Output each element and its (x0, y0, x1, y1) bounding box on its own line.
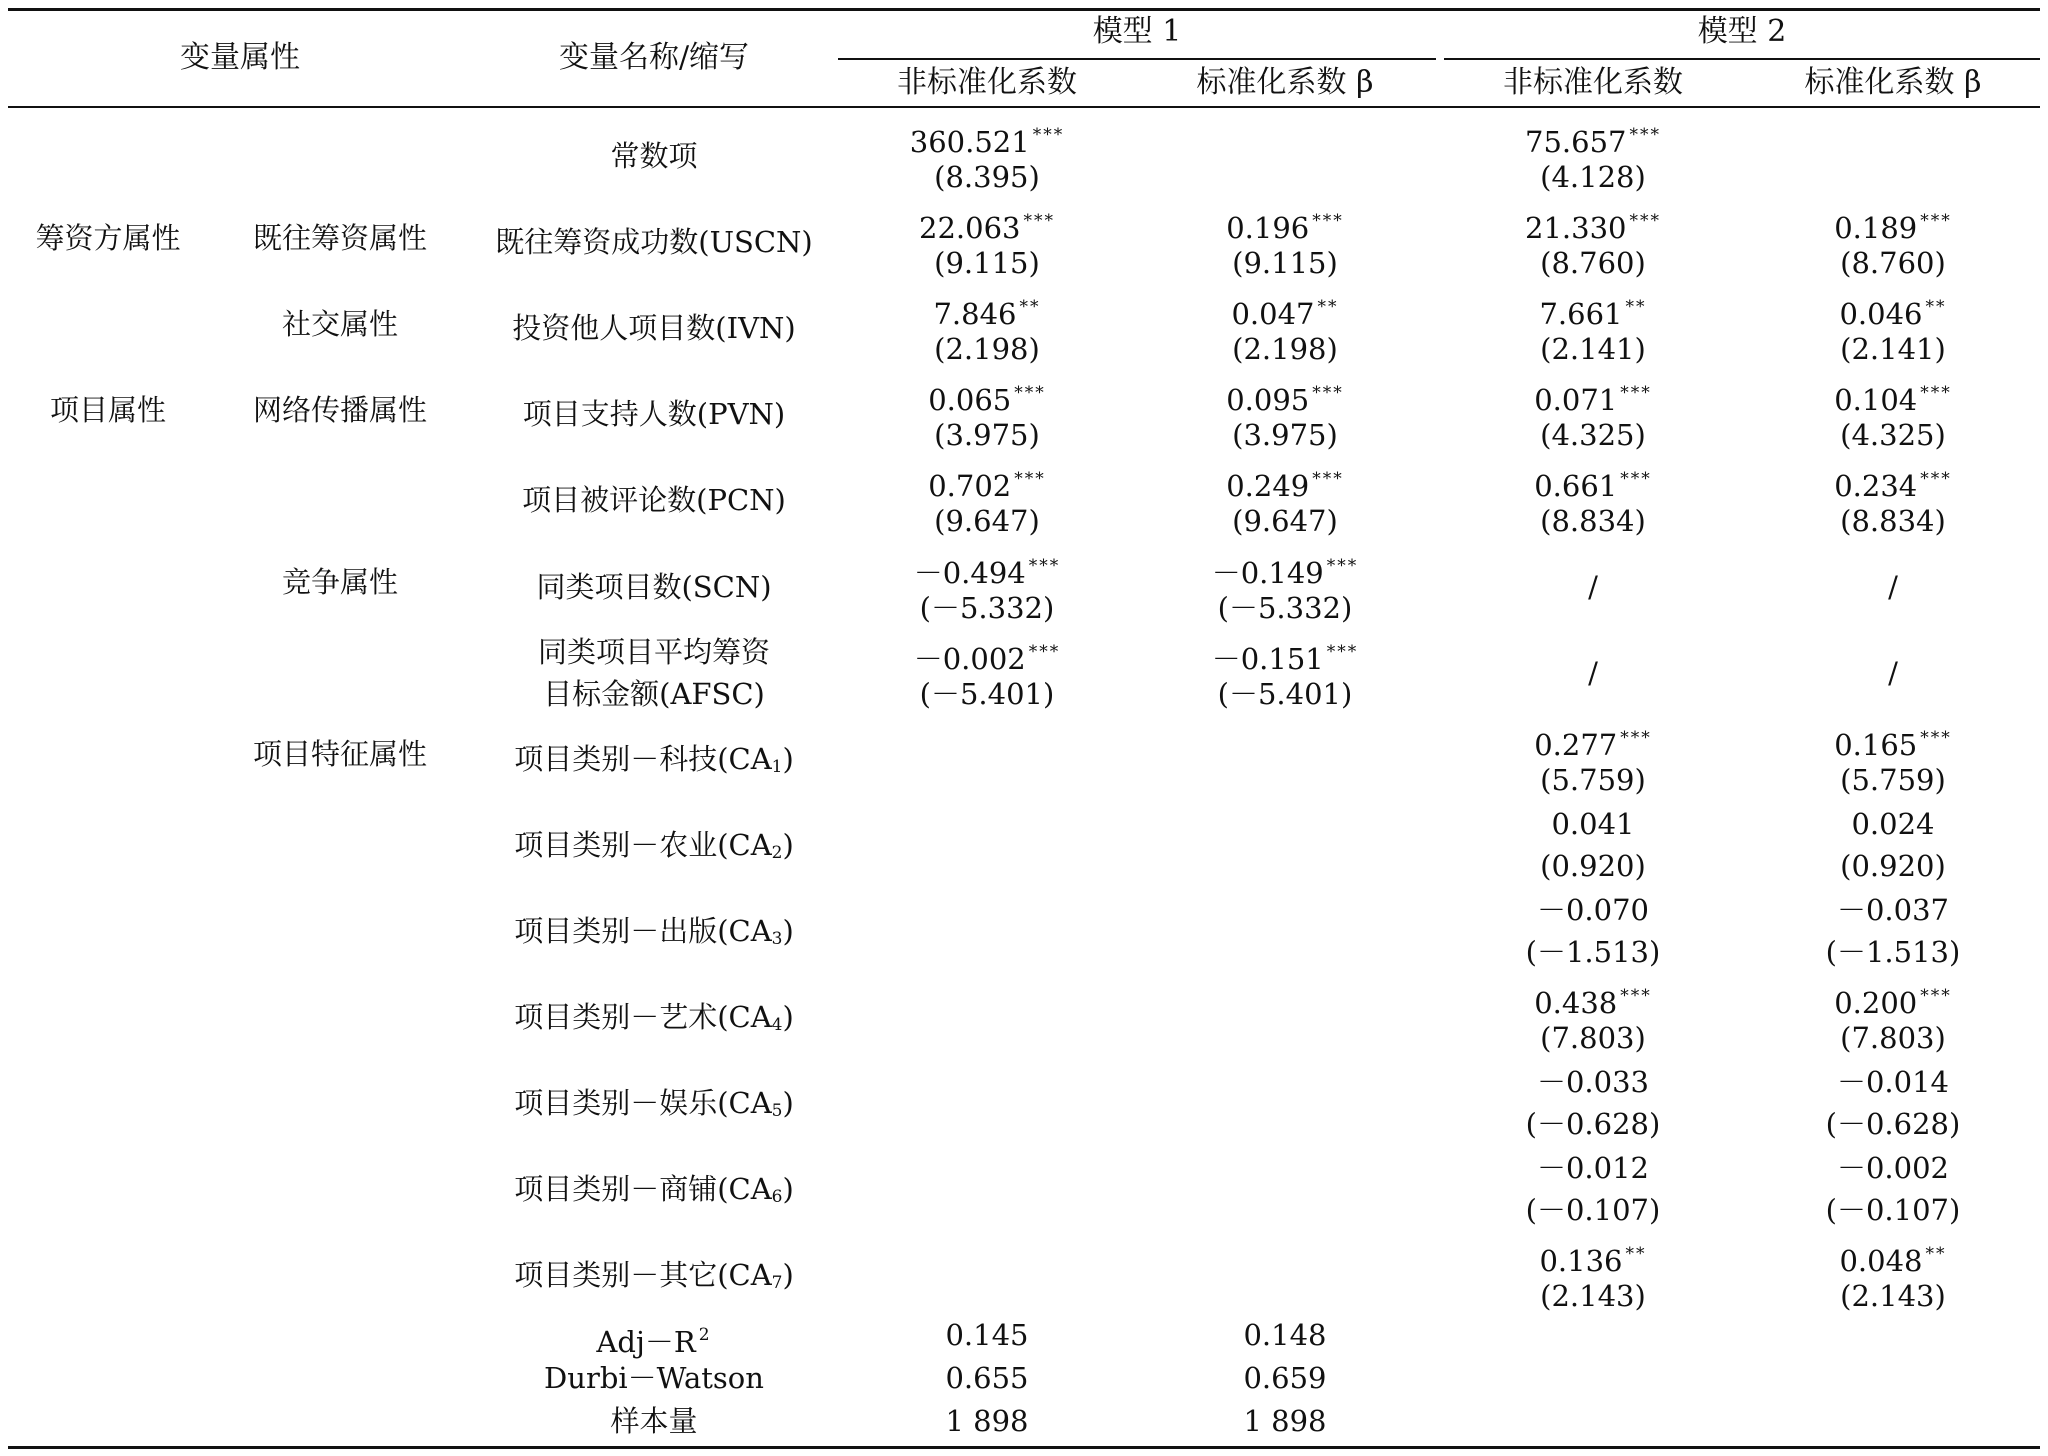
significance-stars: *** (1326, 641, 1359, 662)
variable-name-line2: 目标金额(AFSC) (543, 676, 765, 711)
header-name: 变量名称/缩写 (558, 40, 750, 75)
subscript: 6 (771, 1187, 783, 1208)
coef-m2u: 7.661 ** (1539, 297, 1647, 332)
subgroup-features: 项目特征属性 (252, 737, 428, 771)
tstat-m2u: (5.759) (1540, 762, 1646, 797)
tstat-m2u: (4.128) (1540, 160, 1646, 194)
variable-name: 项目类别－商铺$(CA_6)$ (514, 1172, 794, 1208)
significance-stars: *** (1023, 211, 1055, 232)
significance-stars: *** (1620, 727, 1652, 748)
significance-stars: *** (1312, 383, 1344, 404)
significance-stars: *** (1920, 469, 1952, 490)
significance-stars: ** (1925, 1244, 1947, 1265)
significance-stars: *** (1920, 383, 1952, 404)
coef-m2s: 0.189 *** (1834, 211, 1952, 246)
tstat-m2u: (2.143) (1540, 1279, 1646, 1314)
stat-name: 样本量 (610, 1404, 698, 1438)
stat-name: Durbi－Watson (544, 1361, 764, 1395)
stat-m1s: 0.148 (1243, 1318, 1327, 1352)
superscript: 2 (698, 1325, 712, 1345)
tstat-m2s: (－0.107) (1825, 1193, 1961, 1228)
coef-m2u: 21.330 *** (1525, 211, 1661, 246)
subscript: 5 (771, 1101, 783, 1122)
significance-stars: *** (1028, 641, 1061, 662)
coef-m1s: 0.249 *** (1226, 469, 1344, 504)
tstat-m2u: (2.141) (1540, 332, 1646, 367)
tstat-m2u: (4.325) (1540, 418, 1646, 453)
coef-m2s: －0.002 (1836, 1151, 1950, 1186)
coef-m2s: 0.046 ** (1839, 297, 1947, 332)
tstat-m2u: (－1.513) (1525, 934, 1661, 969)
subscript: 4 (771, 1015, 783, 1035)
coef-m2u: 0.071 *** (1534, 383, 1652, 418)
tstat-m1s: (－5.401) (1217, 676, 1353, 711)
tstat-m2u: (8.834) (1540, 504, 1646, 539)
significance-stars: *** (1014, 383, 1046, 404)
coef-m2u: －0.070 (1536, 892, 1650, 927)
variable-name: 项目类别－农业$(CA_2)$ (514, 827, 794, 863)
significance-stars: *** (1312, 211, 1344, 232)
tstat-m2s: (8.760) (1840, 246, 1946, 281)
coef-m2u: 0.661 *** (1534, 469, 1652, 504)
coef-m1u: 7.846 ** (933, 297, 1041, 332)
significance-stars: *** (1629, 125, 1661, 145)
stat-m1u: 1 898 (945, 1404, 1029, 1438)
header-model2-std: 标准化系数 β (1804, 65, 1982, 100)
subscript: 1 (771, 756, 783, 777)
coef-m2u: 0.438 *** (1534, 986, 1652, 1020)
coef-m1u: －0.002 *** (913, 641, 1061, 676)
tstat-m2u: (－0.628) (1525, 1107, 1661, 1142)
tstat-m2u: (－0.107) (1525, 1193, 1661, 1228)
coef-m2s: 0.200 *** (1834, 986, 1952, 1020)
subgroup-prior-funding: 既往筹资属性 (252, 221, 428, 255)
header-rule (8, 106, 2040, 108)
variable-name: 项目被评论数(PCN) (522, 483, 786, 518)
significance-stars: ** (1317, 297, 1339, 318)
tstat-m2s: (5.759) (1840, 762, 1946, 797)
coef-m2s: / (1888, 569, 1898, 604)
variable-name: 同类项目平均筹资 (537, 634, 771, 669)
tstat-m1s: (3.975) (1232, 418, 1338, 453)
subscript: 3 (771, 928, 783, 949)
tstat-m1u: (9.115) (934, 246, 1040, 281)
variable-name: 既往筹资成功数(USCN) (495, 225, 813, 260)
stat-m1s: 0.659 (1243, 1361, 1327, 1395)
top-rule (8, 8, 2040, 11)
significance-stars: ** (1625, 297, 1647, 318)
coef-m2u: 0.277 *** (1534, 727, 1652, 762)
coef-m2s: 0.048 ** (1839, 1244, 1947, 1279)
group-fundraiser: 筹资方属性 (35, 221, 181, 255)
tstat-m1u: (9.647) (934, 504, 1040, 539)
significance-stars: *** (1014, 469, 1046, 490)
variable-name: 项目类别－科技$(CA_1)$ (514, 741, 794, 777)
significance-stars: *** (1312, 469, 1344, 490)
variable-name: 常数项 (610, 139, 698, 173)
tstat-m1u: (－5.401) (919, 676, 1055, 711)
tstat-m2u: (0.920) (1540, 848, 1646, 883)
coef-m2s: / (1888, 655, 1898, 690)
significance-stars: *** (1920, 211, 1952, 232)
significance-stars: *** (1620, 383, 1652, 404)
subgroup-social: 社交属性 (281, 307, 399, 341)
header-model2-unstd: 非标准化系数 (1503, 65, 1683, 100)
coef-m2u: 0.136 ** (1539, 1244, 1647, 1279)
coef-m2s: 0.165 *** (1834, 727, 1952, 762)
subgroup-network: 网络传播属性 (252, 393, 428, 427)
tstat-m1u: (－5.332) (919, 590, 1055, 625)
tstat-m2s: (7.803) (1840, 1021, 1946, 1055)
coef-m2u: 0.041 (1551, 806, 1635, 841)
significance-stars: *** (1620, 986, 1652, 1006)
variable-name: 项目类别－娱乐$(CA_5)$ (514, 1086, 794, 1122)
tstat-m1s: (2.198) (1232, 332, 1338, 367)
significance-stars: *** (1920, 986, 1952, 1006)
tstat-m1u: (2.198) (934, 332, 1040, 367)
coef-m1s: 0.047 ** (1231, 297, 1339, 332)
coef-m2s: 0.104 *** (1834, 383, 1952, 418)
significance-stars: *** (1620, 469, 1652, 490)
coef-m2u: / (1588, 569, 1598, 604)
tstat-m2s: (4.325) (1840, 418, 1946, 453)
significance-stars: *** (1629, 211, 1661, 232)
subgroup-competition: 竞争属性 (281, 565, 399, 599)
coef-m2u: 75.657 *** (1525, 125, 1661, 159)
model2-underline (1444, 58, 2040, 60)
header-model1-unstd: 非标准化系数 (897, 65, 1077, 100)
stat-m1u: 0.655 (945, 1361, 1029, 1395)
coef-m2s: 0.024 (1851, 806, 1935, 841)
coef-m1u: 22.063 *** (919, 211, 1055, 246)
coef-m2u: / (1588, 655, 1598, 690)
variable-name: 项目类别－其它$(CA_7)$ (514, 1258, 794, 1294)
header-model2: 模型 2 (1697, 14, 1787, 49)
group-project: 项目属性 (49, 393, 167, 427)
variable-name: 同类项目数(SCN) (536, 569, 772, 604)
coef-m1s: －0.151 *** (1211, 641, 1359, 676)
significance-stars: *** (1326, 555, 1359, 576)
coef-m1u: －0.494 *** (913, 555, 1061, 590)
coef-m1s: 0.095 *** (1226, 383, 1344, 418)
stat-name: Adj－R $^2$ (596, 1325, 712, 1359)
tstat-m2u: (7.803) (1540, 1021, 1646, 1055)
tstat-m1s: (9.647) (1232, 504, 1338, 539)
variable-name: 投资他人项目数(IVN) (512, 311, 796, 346)
coef-m1u: 0.065 *** (928, 383, 1046, 418)
model1-underline (838, 58, 1436, 60)
coef-m1u: 360.521 *** (909, 125, 1065, 159)
tstat-m1s: (9.115) (1232, 246, 1338, 281)
significance-stars: ** (1625, 1244, 1647, 1265)
bottom-rule (8, 1446, 2040, 1449)
tstat-m2s: (0.920) (1840, 848, 1946, 883)
subscript: 7 (771, 1273, 783, 1294)
coef-m2s: 0.234 *** (1834, 469, 1952, 504)
significance-stars: *** (1028, 555, 1061, 576)
tstat-m2s: (－1.513) (1825, 934, 1961, 969)
tstat-m1u: (8.395) (934, 160, 1040, 194)
coef-m1s: 0.196 *** (1226, 211, 1344, 246)
tstat-m2u: (8.760) (1540, 246, 1646, 281)
subscript: 2 (771, 842, 783, 863)
tstat-m2s: (2.141) (1840, 332, 1946, 367)
header-model1-std: 标准化系数 β (1196, 65, 1374, 100)
coef-m1u: 0.702 *** (928, 469, 1046, 504)
tstat-m2s: (2.143) (1840, 1279, 1946, 1314)
tstat-m2s: (－0.628) (1825, 1107, 1961, 1142)
stat-m1u: 0.145 (945, 1318, 1029, 1352)
significance-stars: *** (1920, 727, 1952, 748)
header-attr: 变量属性 (180, 40, 300, 75)
coef-m1s: －0.149 *** (1211, 555, 1359, 590)
variable-name: 项目支持人数(PVN) (522, 397, 786, 432)
coef-m2s: －0.014 (1836, 1065, 1950, 1100)
significance-stars: ** (1925, 297, 1947, 318)
stat-m1s: 1 898 (1243, 1404, 1327, 1438)
tstat-m1u: (3.975) (934, 418, 1040, 453)
variable-name: 项目类别－出版$(CA_3)$ (514, 913, 794, 949)
variable-name: 项目类别－艺术$(CA_4)$ (514, 1000, 794, 1035)
significance-stars: *** (1032, 125, 1065, 145)
tstat-m2s: (8.834) (1840, 504, 1946, 539)
coef-m2u: －0.033 (1536, 1065, 1650, 1100)
coef-m2s: －0.037 (1836, 892, 1950, 927)
significance-stars: ** (1019, 297, 1041, 318)
header-model1: 模型 1 (1092, 14, 1182, 49)
tstat-m1s: (－5.332) (1217, 590, 1353, 625)
coef-m2u: －0.012 (1536, 1151, 1650, 1186)
